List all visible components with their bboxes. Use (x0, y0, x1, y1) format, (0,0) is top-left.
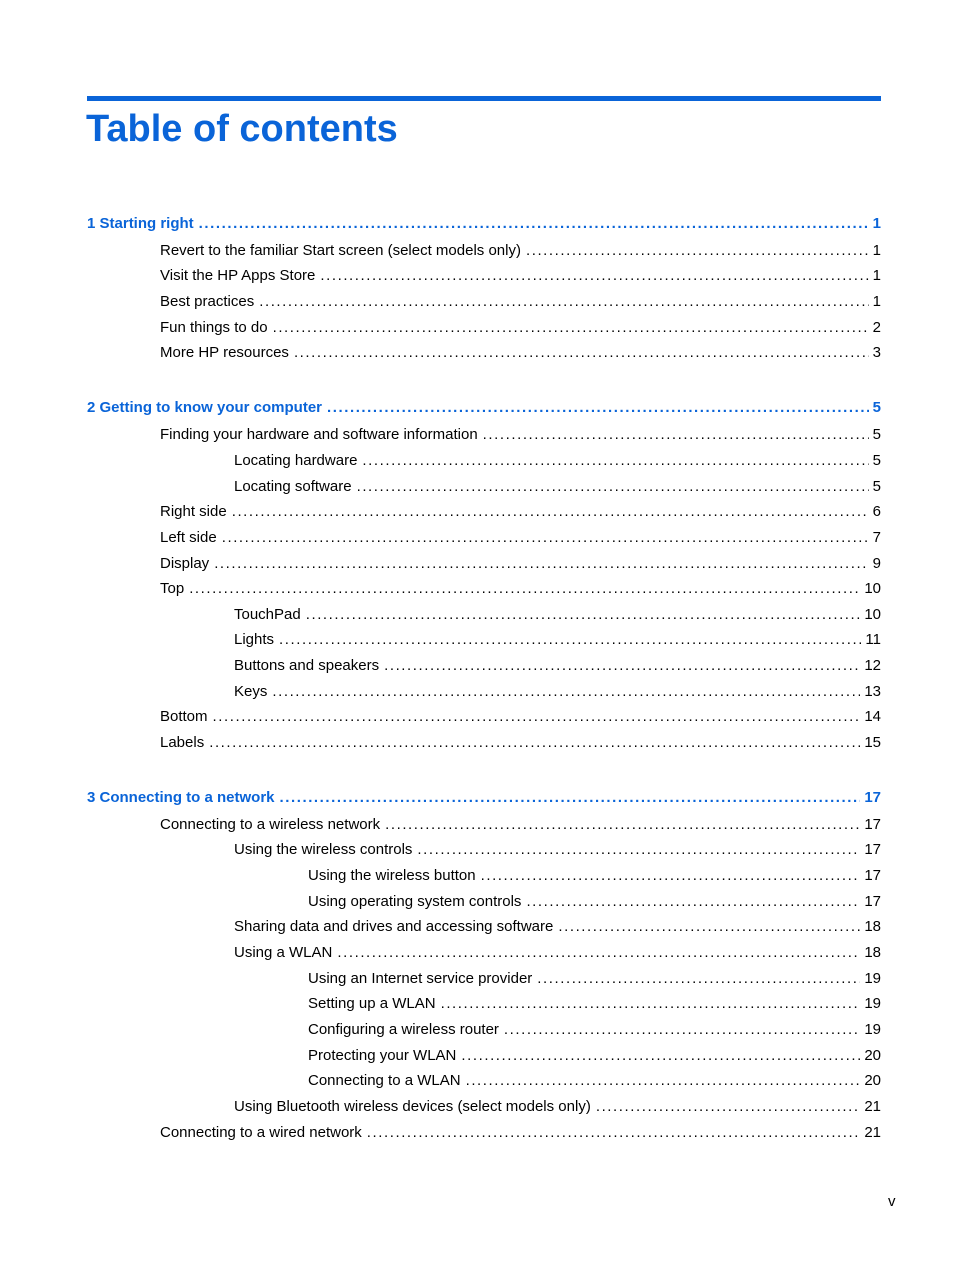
dot-leader (481, 866, 861, 886)
dot-leader (199, 214, 869, 234)
toc-entry-page: 5 (872, 452, 881, 469)
toc-entry[interactable] (160, 241, 881, 261)
toc-entry-title: Using Bluetooth wireless devices (select models only) (234, 1098, 591, 1115)
toc-entry[interactable] (160, 425, 881, 445)
toc-entry[interactable] (160, 292, 881, 312)
toc-entry[interactable] (234, 451, 881, 471)
toc-entry-page: 17 (864, 867, 881, 884)
dot-leader (272, 682, 860, 702)
dot-leader (273, 318, 869, 338)
toc-entry-page: 19 (864, 970, 881, 987)
toc-entry-page: 18 (864, 918, 881, 935)
toc-entry[interactable] (308, 892, 881, 912)
toc-entry-page: 15 (864, 734, 881, 751)
toc-entry-page: 19 (864, 995, 881, 1012)
toc-entry[interactable] (308, 1071, 881, 1091)
toc-entry-title: Finding your hardware and software information (160, 426, 478, 443)
toc-entry-page: 20 (864, 1047, 881, 1064)
dot-leader (367, 1123, 861, 1143)
toc-entry-title: Using operating system controls (308, 893, 522, 910)
toc-entry[interactable] (160, 1123, 881, 1143)
toc-entry[interactable] (308, 1020, 881, 1040)
toc-entry[interactable] (160, 266, 881, 286)
toc-entry-page: 21 (864, 1124, 881, 1141)
toc-entry-title: 3 Connecting to a network (87, 789, 275, 806)
dot-leader (189, 579, 860, 599)
toc-entry-title: Connecting to a wireless network (160, 816, 381, 833)
dot-leader (306, 605, 861, 625)
toc-entry-title: Right side (160, 503, 227, 520)
toc-entry-page: 3 (872, 344, 881, 361)
toc-entry-title: Visit the HP Apps Store (160, 267, 316, 284)
toc-entry-title: Bottom (160, 708, 208, 725)
toc-entry-page: 14 (864, 708, 881, 725)
toc-entry-title: Using a WLAN (234, 944, 333, 961)
dot-leader (294, 343, 869, 363)
toc-chapter-entry[interactable] (87, 214, 881, 234)
toc-entry-page: 12 (864, 657, 881, 674)
toc-entry-page: 5 (872, 478, 881, 495)
toc-entry-page: 6 (872, 503, 881, 520)
toc-entry-title: Revert to the familiar Start screen (select models only) (160, 242, 521, 259)
toc-entry-title: Top (160, 580, 185, 597)
toc-entry[interactable] (234, 917, 881, 937)
toc-entry-title: More HP resources (160, 344, 289, 361)
toc-entry-title: Setting up a WLAN (308, 995, 436, 1012)
toc-entry[interactable] (160, 579, 881, 599)
toc-entry-page: 1 (872, 293, 881, 310)
toc-entry[interactable] (160, 343, 881, 363)
toc-entry-title: Lights (234, 631, 275, 648)
toc-entry[interactable] (308, 969, 881, 989)
toc-entry-title: Keys (234, 683, 268, 700)
dot-leader (483, 425, 869, 445)
toc-entry-page: 7 (872, 529, 881, 546)
dot-leader (214, 554, 868, 574)
toc-entry[interactable] (234, 656, 881, 676)
toc-entry-title: Best practices (160, 293, 255, 310)
toc-entry[interactable] (234, 943, 881, 963)
toc-entry-page: 19 (864, 1021, 881, 1038)
toc-entry-title: 1 Starting right (87, 215, 194, 232)
dot-leader (466, 1071, 861, 1091)
toc-entry[interactable] (160, 707, 881, 727)
toc-entry-page: 5 (872, 426, 881, 443)
toc-entry-page: 1 (872, 242, 881, 259)
toc-entry[interactable] (308, 866, 881, 886)
dot-leader (327, 398, 869, 418)
toc-entry-title: 2 Getting to know your computer (87, 399, 323, 416)
page-number: v (888, 1193, 896, 1210)
toc-entry-page: 21 (864, 1098, 881, 1115)
toc-entry-page: 17 (864, 816, 881, 833)
toc-entry[interactable] (160, 554, 881, 574)
dot-leader (461, 1046, 860, 1066)
dot-leader (232, 502, 869, 522)
toc-entry[interactable] (234, 477, 881, 497)
toc-entry-page: 1 (872, 215, 881, 232)
dot-leader (526, 892, 860, 912)
dot-leader (558, 917, 860, 937)
toc-entry-page: 10 (864, 580, 881, 597)
toc-chapter-entry[interactable] (87, 398, 881, 418)
toc-entry[interactable] (234, 840, 881, 860)
toc-entry-title: Configuring a wireless router (308, 1021, 499, 1038)
toc-entry-title: Using the wireless controls (234, 841, 413, 858)
toc-entry-title: TouchPad (234, 606, 301, 623)
page-title: Table of contents (86, 108, 398, 150)
dot-leader (504, 1020, 860, 1040)
dot-leader (537, 969, 860, 989)
toc-entry[interactable] (234, 1097, 881, 1117)
dot-leader (441, 994, 861, 1014)
toc-entry[interactable] (160, 815, 881, 835)
toc-entry-title: Sharing data and drives and accessing software (234, 918, 554, 935)
toc-entry-title: Locating software (234, 478, 352, 495)
toc-entry[interactable] (234, 682, 881, 702)
toc-entry[interactable] (234, 630, 881, 650)
dot-leader (280, 788, 861, 808)
toc-entry-page: 17 (864, 893, 881, 910)
toc-entry-page: 10 (864, 606, 881, 623)
toc-entry[interactable] (160, 528, 881, 548)
dot-leader (596, 1097, 860, 1117)
dot-leader (384, 656, 860, 676)
dot-leader (222, 528, 869, 548)
toc-entry[interactable] (160, 502, 881, 522)
toc-entry[interactable] (308, 994, 881, 1014)
toc-entry-title: Using the wireless button (308, 867, 476, 884)
dot-leader (279, 630, 861, 650)
dot-leader (209, 733, 860, 753)
dot-leader (362, 451, 868, 471)
dot-leader (357, 477, 869, 497)
dot-leader (385, 815, 860, 835)
toc-entry-title: Fun things to do (160, 319, 268, 336)
toc-entry[interactable] (160, 318, 881, 338)
toc-entry-title: Locating hardware (234, 452, 358, 469)
toc-entry-title: Left side (160, 529, 217, 546)
dot-leader (526, 241, 869, 261)
toc-entry-title: Buttons and speakers (234, 657, 380, 674)
toc-entry-title: Display (160, 555, 210, 572)
toc-entry-page: 17 (864, 789, 881, 806)
toc-entry-title: Using an Internet service provider (308, 970, 533, 987)
toc-entry-page: 20 (864, 1072, 881, 1089)
dot-leader (320, 266, 868, 286)
dot-leader (417, 840, 860, 860)
toc-entry-page: 17 (864, 841, 881, 858)
dot-leader (213, 707, 861, 727)
toc-entry-page: 1 (872, 267, 881, 284)
toc-entry-page: 2 (872, 319, 881, 336)
toc-chapter-entry[interactable] (87, 788, 881, 808)
toc-entry-title: Labels (160, 734, 205, 751)
dot-leader (259, 292, 868, 312)
toc-entry-page: 5 (872, 399, 881, 416)
dot-leader (337, 943, 860, 963)
toc-entry-page: 11 (865, 631, 881, 648)
toc-entry-page: 9 (872, 555, 881, 572)
toc-entry-page: 18 (864, 944, 881, 961)
toc-entry-title: Protecting your WLAN (308, 1047, 457, 1064)
toc-entry-title: Connecting to a WLAN (308, 1072, 461, 1089)
toc-entry[interactable] (234, 605, 881, 625)
toc-entry-page: 13 (864, 683, 881, 700)
toc-entry[interactable] (308, 1046, 881, 1066)
toc-entry-title: Connecting to a wired network (160, 1124, 362, 1141)
toc-entry[interactable] (160, 733, 881, 753)
